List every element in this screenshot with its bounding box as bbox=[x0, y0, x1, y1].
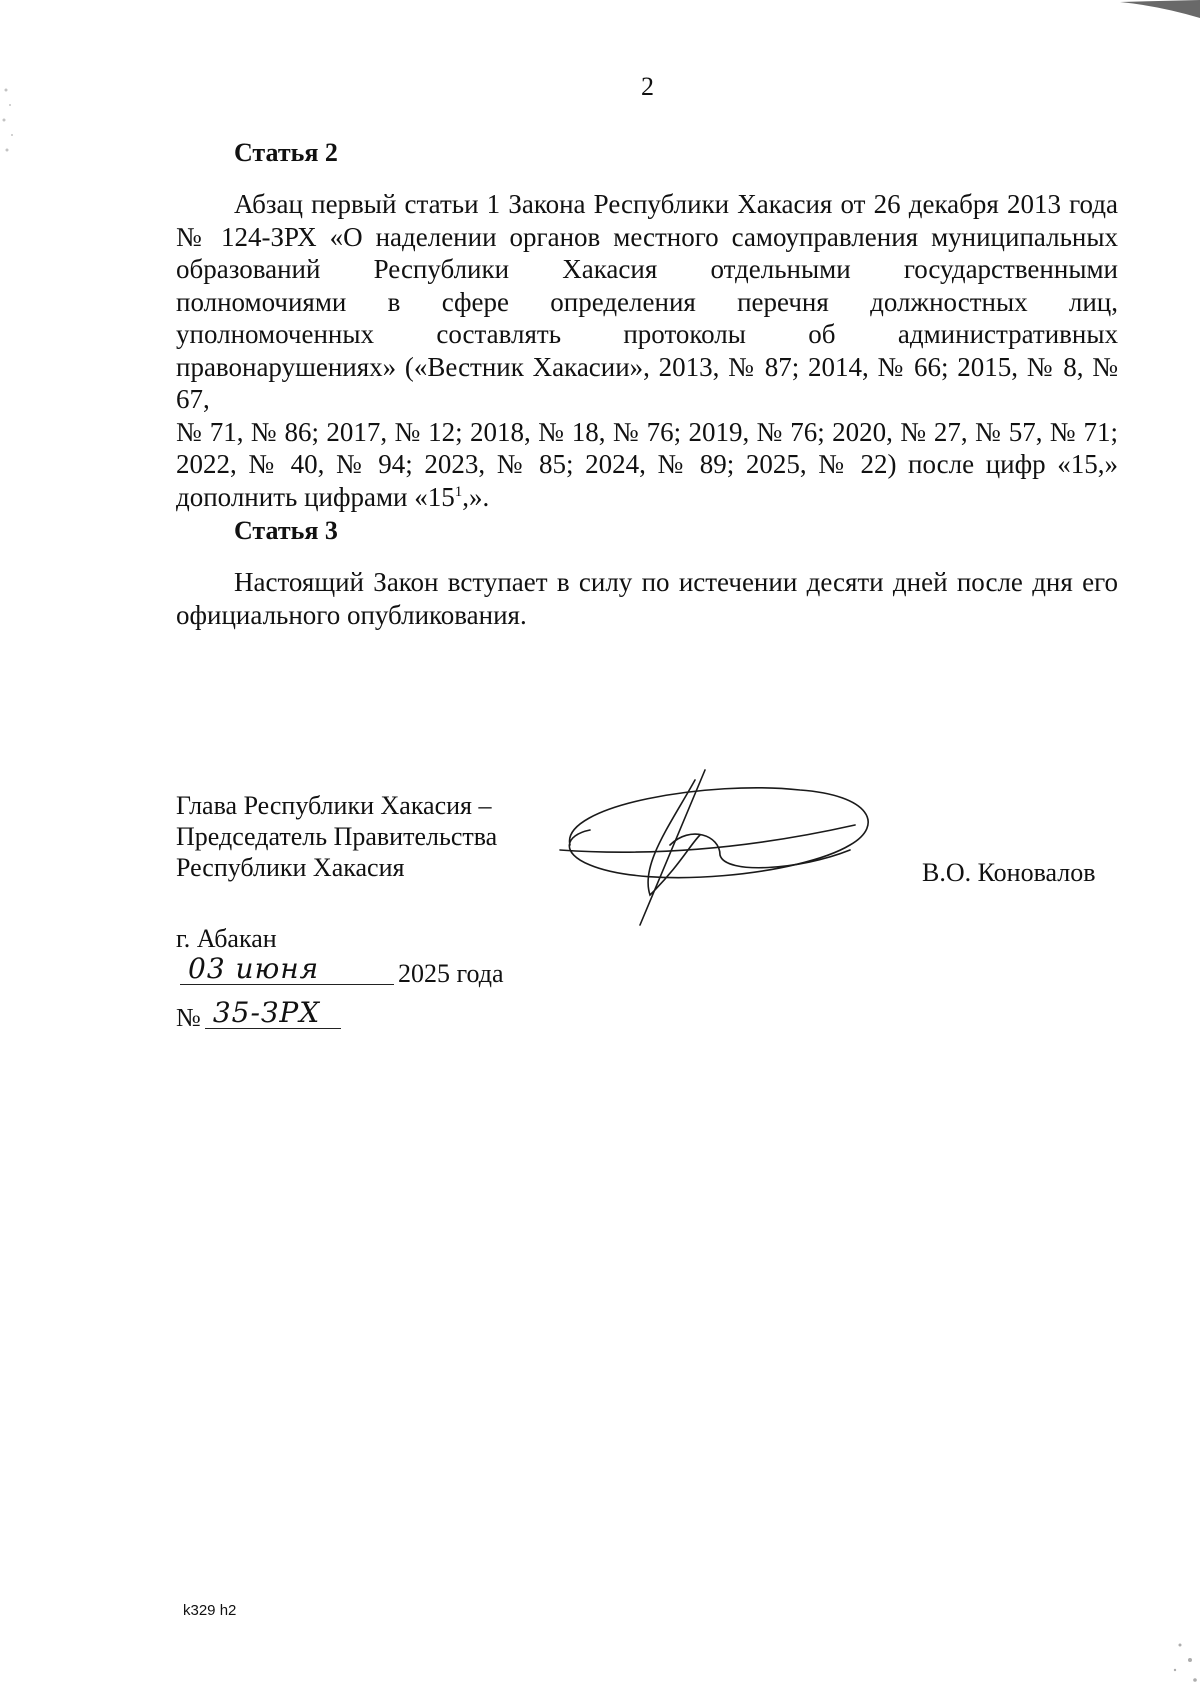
article-2-line: образований Республики Хакасия отдельными государственными bbox=[176, 254, 1118, 284]
article-3-heading: Статья 3 bbox=[234, 516, 338, 545]
superscript: 1 bbox=[454, 483, 463, 500]
signatory-title bbox=[176, 790, 497, 883]
article-2-line: 2022, № 40, № 94; 2023, № 85; 2024, № 89; 2025, № 22) после цифр «15,» bbox=[176, 449, 1118, 479]
signer-name: В.О. Коновалов bbox=[922, 858, 1096, 887]
handwritten-law-number: 35-ЗРХ bbox=[205, 998, 341, 1029]
document-code: k329 h2 bbox=[183, 1602, 237, 1619]
number-prefix: № bbox=[176, 1003, 201, 1032]
article-3-text bbox=[176, 566, 1118, 631]
handwritten-signature bbox=[550, 765, 890, 945]
article-2-line: № 71, № 86; 2017, № 12; 2018, № 18, № 76; 2019, № 76; 2020, № 27, № 57, № 71; bbox=[176, 416, 1118, 447]
scan-edge-bottom-right bbox=[1150, 1625, 1200, 1686]
article-2-last-tail: ,». bbox=[462, 481, 490, 512]
signatory-title-line: Глава Республики Хакасия – bbox=[176, 791, 492, 820]
article-2-line: Абзац первый статьи 1 Закона Республики Хакасия от 26 декабря 2013 года bbox=[234, 189, 1118, 219]
law-number-row bbox=[176, 998, 345, 1033]
signatory-title-line: Республики Хакасия bbox=[176, 853, 405, 882]
handwritten-date: 03 июня bbox=[180, 954, 394, 985]
article-2-text bbox=[176, 188, 1118, 513]
article-2-line: № 124-ЗРХ «О наделении органов местного самоуправления муниципальных bbox=[176, 221, 1118, 252]
date-year: 2025 года bbox=[398, 959, 504, 988]
signatory-title-line: Председатель Правительства bbox=[176, 822, 498, 851]
article-3-line: Настоящий Закон вступает в силу по истечении десяти дней после дня его bbox=[234, 567, 1118, 597]
page-number: 2 bbox=[641, 72, 654, 101]
article-3-line: официального опубликования. bbox=[176, 599, 527, 630]
article-2-line: правонарушениях» («Вестник Хакасии», 2013, № 87; 2014, № 66; 2015, № 8, № 67, bbox=[176, 351, 1118, 414]
date-row bbox=[176, 954, 504, 989]
article-2-line: уполномоченных составлять протоколы об административных bbox=[176, 319, 1118, 349]
article-2-last-text: дополнить цифрами «15 bbox=[176, 481, 455, 512]
article-2-heading: Статья 2 bbox=[234, 138, 338, 167]
place-of-signing: г. Абакан bbox=[176, 924, 277, 953]
article-2-line: полномочиями в сфере определения перечня должностных лиц, bbox=[176, 286, 1118, 317]
scan-edge-top-right bbox=[1120, 0, 1200, 20]
article-2-last-line bbox=[176, 481, 1118, 514]
